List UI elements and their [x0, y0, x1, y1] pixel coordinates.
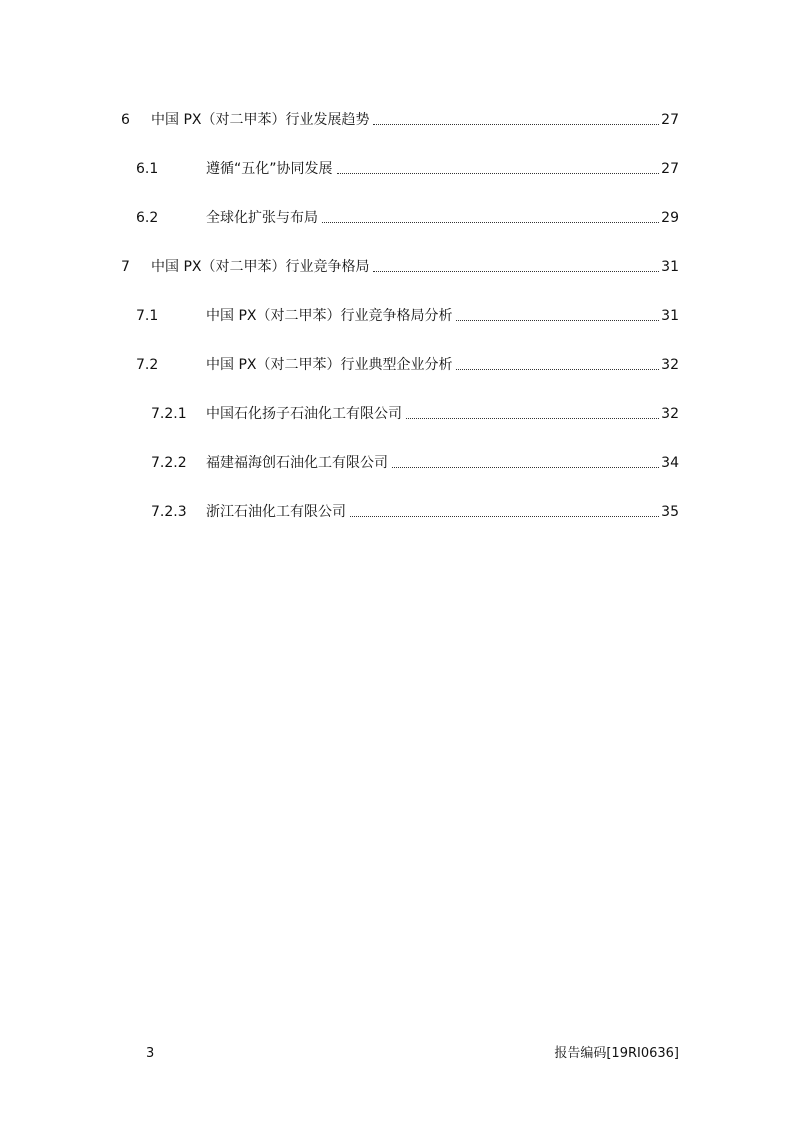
toc-entry-page: 27: [661, 112, 679, 128]
toc-entry[interactable]: [0, 254, 800, 276]
toc-entry[interactable]: [0, 303, 800, 325]
toc-leader-dots: [373, 271, 659, 272]
toc-entry-number: 6.1: [136, 161, 159, 177]
toc-entry-number: 7.2.2: [151, 455, 187, 471]
toc-entry-page: 34: [661, 455, 679, 471]
toc-entry-number: 6.2: [136, 210, 159, 226]
toc-leader-dots: [392, 467, 659, 468]
toc-leader-dots: [337, 173, 660, 174]
toc-entry-page: 31: [661, 259, 679, 275]
toc-entry-title: 中国 PX（对二甲苯）行业典型企业分析: [206, 357, 453, 373]
toc-entry[interactable]: [0, 450, 800, 472]
toc-leader-dots: [406, 418, 659, 419]
toc-leader-dots: [322, 222, 659, 223]
toc-entry-number: 7.2.3: [151, 504, 187, 520]
toc-entry-number: 6: [121, 112, 130, 128]
toc-entry-title: 中国石化扬子石油化工有限公司: [206, 406, 402, 422]
toc-entry-page: 29: [661, 210, 679, 226]
toc-entry-number: 7.1: [136, 308, 159, 324]
toc-leader-dots: [373, 124, 659, 125]
footer-report-code: 报告编码[19RI0636]: [554, 1046, 679, 1061]
toc-entry-number: 7: [121, 259, 130, 275]
toc-entry-page: 32: [661, 406, 679, 422]
toc-entry-title: 浙江石油化工有限公司: [206, 504, 346, 520]
toc-entry-title: 福建福海创石油化工有限公司: [206, 455, 388, 471]
toc-entry-page: 32: [661, 357, 679, 373]
toc-entry[interactable]: [0, 352, 800, 374]
toc-entry-title: 遵循“五化”协同发展: [206, 161, 333, 177]
toc-leader-dots: [456, 320, 659, 321]
toc-entry-title: 中国 PX（对二甲苯）行业竞争格局分析: [206, 308, 453, 324]
toc-entry-title: 全球化扩张与布局: [206, 210, 318, 226]
toc-entry-number: 7.2.1: [151, 406, 187, 422]
toc-entry[interactable]: [0, 156, 800, 178]
toc-leader-dots: [350, 516, 659, 517]
toc-entry-page: 31: [661, 308, 679, 324]
toc-leader-dots: [456, 369, 659, 370]
footer-page-number: 3: [146, 1046, 155, 1061]
toc-entry[interactable]: [0, 205, 800, 227]
toc-entry[interactable]: [0, 499, 800, 521]
toc-entry[interactable]: [0, 107, 800, 129]
toc-entry-number: 7.2: [136, 357, 159, 373]
toc-entry-title: 中国 PX（对二甲苯）行业发展趋势: [151, 112, 370, 128]
toc-entry-title: 中国 PX（对二甲苯）行业竞争格局: [151, 259, 370, 275]
toc-entry-page: 27: [661, 161, 679, 177]
toc-entry-page: 35: [661, 504, 679, 520]
toc-entry[interactable]: [0, 401, 800, 423]
